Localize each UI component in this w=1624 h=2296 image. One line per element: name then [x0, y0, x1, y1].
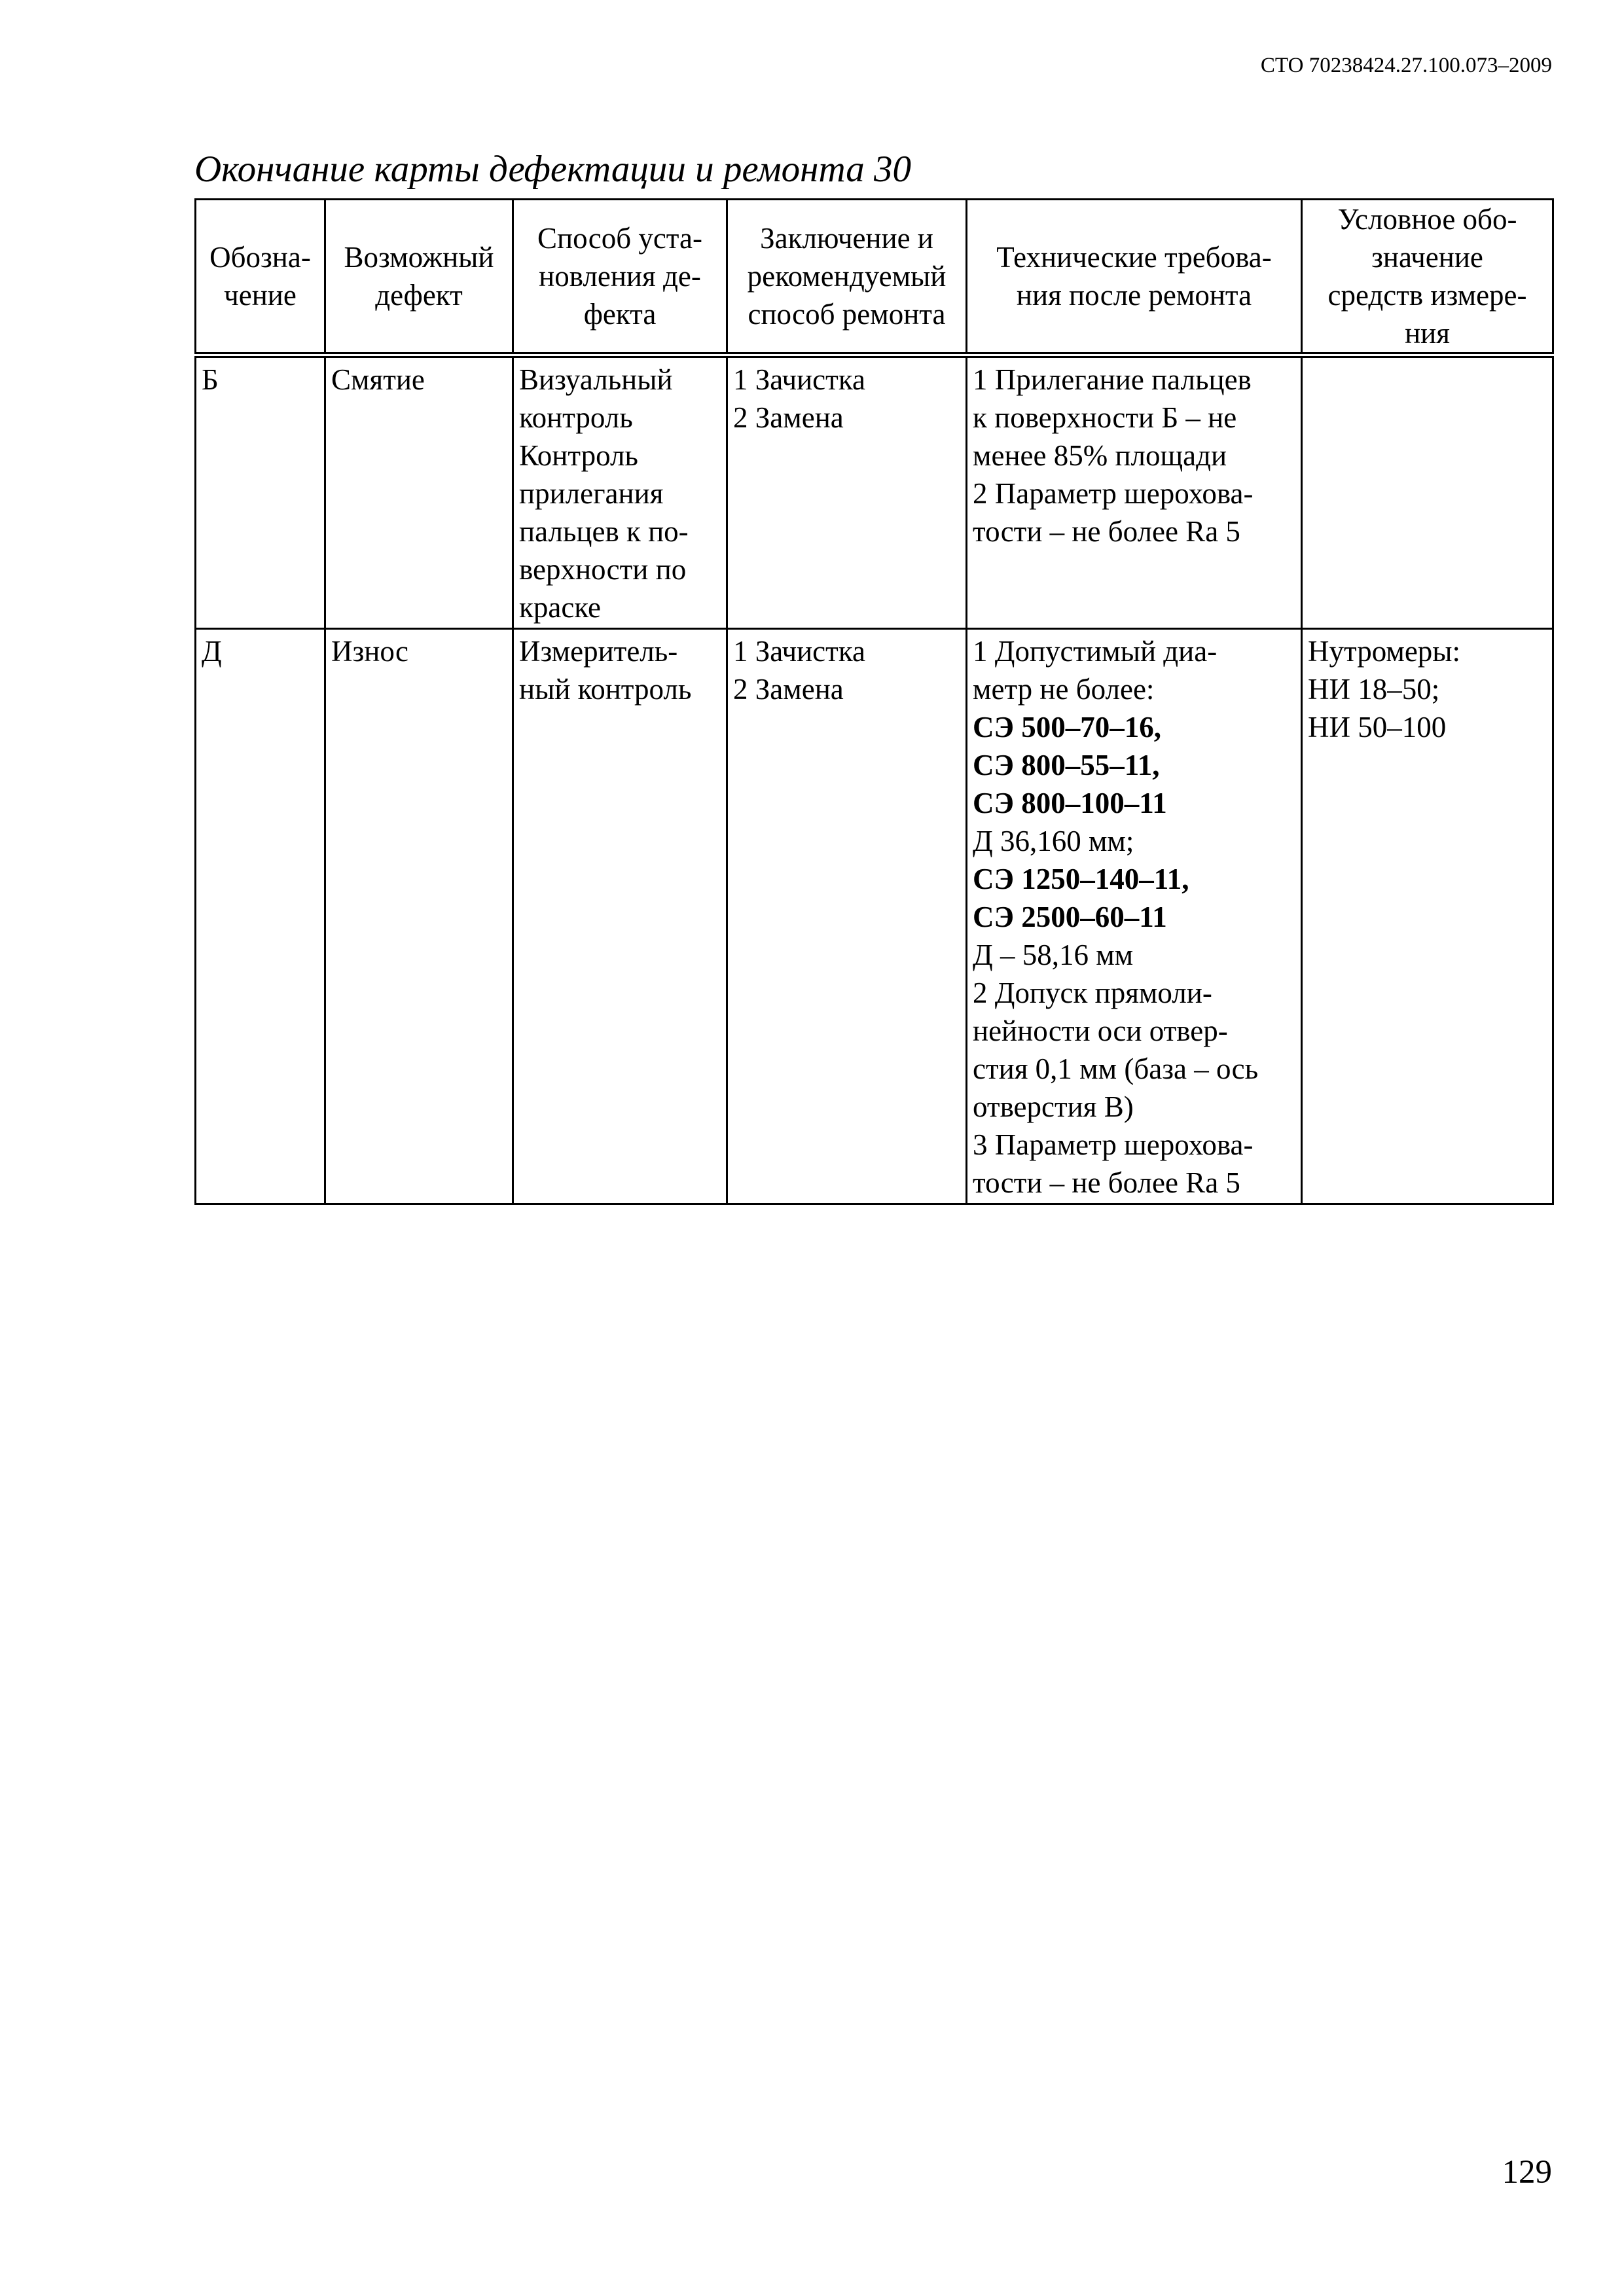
cell-means	[1302, 629, 1553, 1204]
header-line: фекта	[583, 298, 657, 331]
cell-line: СЭ 800–55–11,	[973, 749, 1160, 781]
cell-line: Нутромеры:	[1308, 635, 1461, 668]
cell-line: 2 Замена	[733, 401, 844, 434]
cell-line: пальцев к по-	[519, 515, 689, 548]
cell-line: ный контроль	[519, 673, 692, 706]
cell-line: 1 Прилегание пальцев	[973, 363, 1252, 396]
cell-line: Измеритель-	[519, 635, 678, 668]
cell-line: отверстия В)	[973, 1090, 1134, 1123]
header-line: ния	[1405, 317, 1450, 350]
cell-line: 3 Параметр шерохова-	[973, 1128, 1254, 1161]
cell-line: НИ 18–50;	[1308, 673, 1440, 706]
cell-line: менее 85% площади	[973, 439, 1227, 472]
header-line: Способ уста-	[537, 222, 702, 255]
cell-requirements	[967, 629, 1302, 1204]
header-line: новления де-	[539, 260, 701, 293]
cell-line: СЭ 800–100–11	[973, 787, 1167, 819]
cell-line: к поверхности Б – не	[973, 401, 1237, 434]
header-line: значение	[1371, 241, 1483, 274]
cell-line: метр не более:	[973, 673, 1155, 706]
header-line: Обозна-	[209, 241, 311, 274]
column-header-method	[513, 200, 727, 355]
cell-requirements	[967, 355, 1302, 629]
header-line: дефект	[375, 279, 463, 312]
cell-line: краске	[519, 591, 602, 624]
cell-line: Контроль	[519, 439, 638, 472]
cell-line: 2 Замена	[733, 673, 844, 706]
header-line: Технические требова-	[996, 241, 1272, 274]
cell-line: Д 36,160 мм;	[973, 825, 1134, 857]
cell-conclusion	[727, 629, 967, 1204]
cell-line: Визуальный	[519, 363, 673, 396]
cell-line: НИ 50–100	[1308, 711, 1447, 744]
column-header-conclusion	[727, 200, 967, 355]
header-line: Заключение и	[760, 222, 933, 255]
table-caption: Окончание карты дефектации и ремонта 30	[194, 149, 912, 190]
column-header-requirements	[967, 200, 1302, 355]
cell-method	[513, 629, 727, 1204]
cell-line: тости – не более Ra 5	[973, 515, 1240, 548]
header-line: Условное обо-	[1337, 203, 1517, 236]
header-line: ния после ремонта	[1016, 279, 1252, 312]
cell-line: СЭ 1250–140–11,	[973, 863, 1189, 895]
cell-defect: Смятие	[325, 355, 513, 629]
cell-line: нейности оси отвер-	[973, 1014, 1228, 1047]
page-number: 129	[1502, 2154, 1552, 2191]
cell-line: Д – 58,16 мм	[973, 939, 1134, 971]
header-line: чение	[224, 279, 297, 312]
header-line: способ ремонта	[748, 298, 946, 331]
document-code: СТО 70238424.27.100.073–2009	[1260, 54, 1552, 77]
cell-line: 1 Допустимый диа-	[973, 635, 1218, 668]
cell-line: тости – не более Ra 5	[973, 1166, 1240, 1199]
cell-line: 1 Зачистка	[733, 363, 865, 396]
defect-repair-table	[194, 198, 1554, 1205]
cell-defect: Износ	[325, 629, 513, 1204]
cell-method	[513, 355, 727, 629]
cell-line: стия 0,1 мм (база – ось	[973, 1052, 1259, 1085]
cell-line: 2 Параметр шерохова-	[973, 477, 1254, 510]
header-line: средств измере-	[1327, 279, 1527, 312]
cell-line: прилегания	[519, 477, 664, 510]
cell-line: 2 Допуск прямоли-	[973, 977, 1212, 1009]
cell-line: 1 Зачистка	[733, 635, 865, 668]
cell-designation: Б	[196, 355, 325, 629]
table-row	[196, 355, 1553, 629]
header-line: Возможный	[344, 241, 494, 274]
column-header-designation	[196, 200, 325, 355]
cell-means	[1302, 355, 1553, 629]
table-row	[196, 629, 1553, 1204]
cell-conclusion	[727, 355, 967, 629]
cell-line: контроль	[519, 401, 633, 434]
column-header-means	[1302, 200, 1553, 355]
table-header-row	[196, 200, 1553, 355]
column-header-defect	[325, 200, 513, 355]
cell-designation: Д	[196, 629, 325, 1204]
cell-line: СЭ 2500–60–11	[973, 901, 1167, 933]
cell-line: СЭ 500–70–16,	[973, 711, 1162, 744]
header-line: рекомендуемый	[747, 260, 947, 293]
cell-line: верхности по	[519, 553, 687, 586]
